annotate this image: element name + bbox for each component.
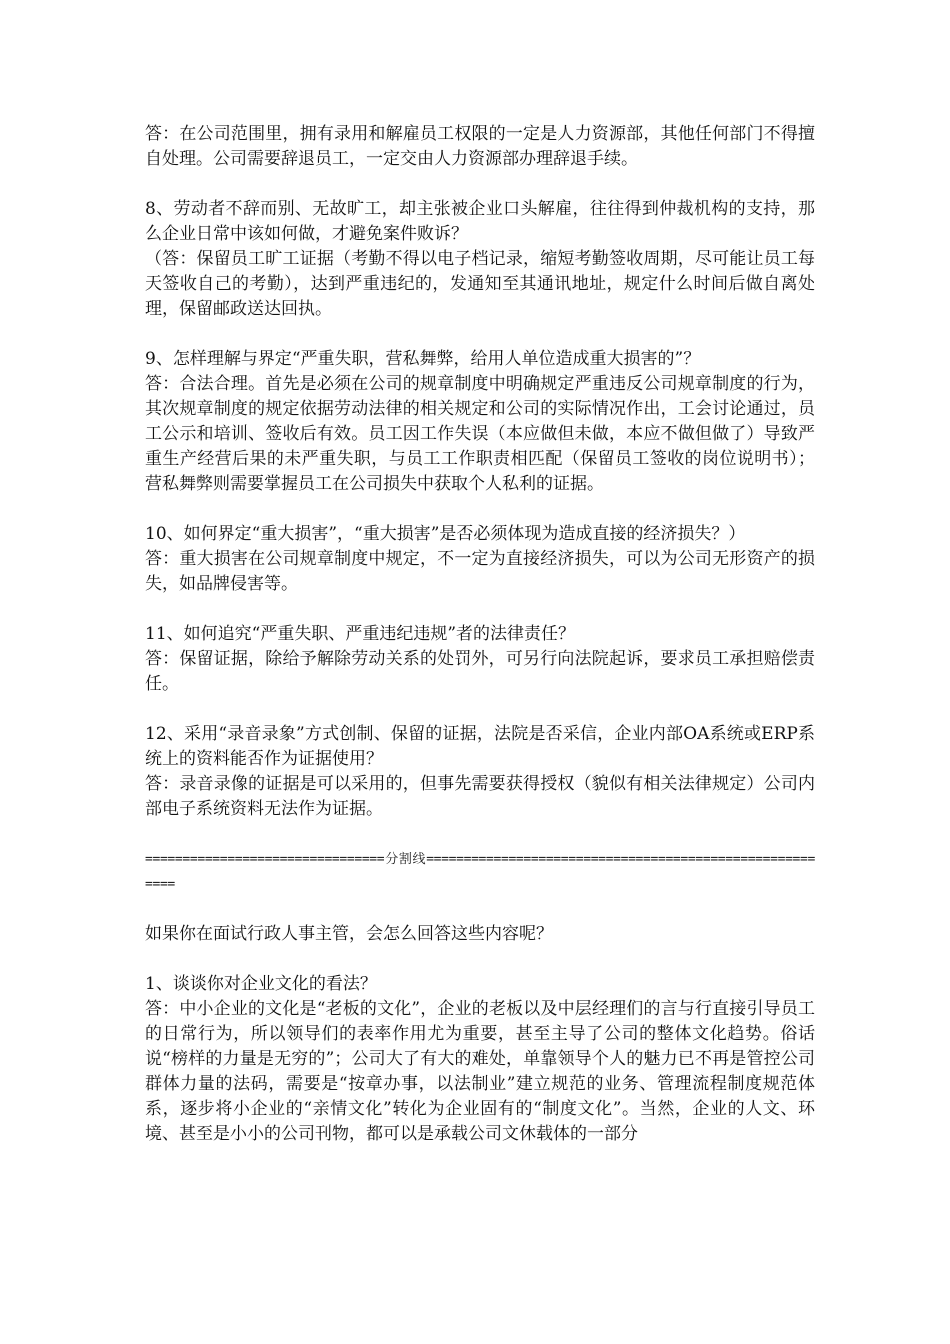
answer-12: 答：录音录像的证据是可以采用的，但事先需要获得授权（貌似有相关法律规定）公司内部电子系统资料无法作为证据。 xyxy=(145,774,815,819)
intro-answer-block xyxy=(145,122,815,172)
section-divider: ================================分割线======================================================== xyxy=(145,852,815,892)
question-12: 12、采用“录音录象”方式创制、保留的证据，法院是否采信，企业内部OA系统或ERP系统上的资料能否作为证据使用？ xyxy=(145,724,815,769)
question-9-block xyxy=(145,347,815,497)
question-8-block xyxy=(145,197,815,322)
answer-11: 答：保留证据，除给予解除劳动关系的处罚外，可另行向法院起诉，要求员工承担赔偿责任。 xyxy=(145,649,815,694)
section-2-answer-1: 答：中小企业的文化是“老板的文化”，企业的老板以及中层经理们的言与行直接引导员工的日常行为，所以领导们的表率作用尤为重要，甚至主导了公司的整体文化趋势。俗话说“榜样的力量是无穷的”；公司大了有大的难处，单靠领导个人的魅力已不再是管控公司群体力量的法码，需要是“按章办事，以法制业”建立规范的业务、管理流程制度规范体系，逐步将小企业的“亲情文化”转化为企业固有的“制度文化”。当然，企业的人文、环境、甚至是小小的公司刊物，都可以是承载公司文休载体的一部分 xyxy=(145,999,815,1144)
section-2-question-1-block xyxy=(145,972,815,1147)
section-2-intro: 如果你在面试行政人事主管，会怎么回答这些内容呢？ xyxy=(145,924,553,944)
question-11-block xyxy=(145,622,815,697)
question-9: 9、怎样理解与界定“严重失职，营私舞弊，给用人单位造成重大损害的”？ xyxy=(145,349,701,369)
answer-8: （答：保留员工旷工证据（考勤不得以电子档记录，缩短考勤签收周期，尽可能让员工每天签收自己的考勤），达到严重违纪的，发通知至其通讯地址，规定什么时间后做自离处理，保留邮政送达回执。 xyxy=(145,249,815,319)
document-page xyxy=(145,122,815,1172)
section-2-intro-block xyxy=(145,922,815,947)
answer-10: 答：重大损害在公司规章制度中规定，不一定为直接经济损失，可以为公司无形资产的损失，如品牌侵害等。 xyxy=(145,549,815,594)
question-10: 10、如何界定“重大损害”，“重大损害”是否必须体现为造成直接的经济损失？） xyxy=(145,524,746,544)
divider-block xyxy=(145,847,815,897)
question-8: 8、劳动者不辞而别、无故旷工，却主张被企业口头解雇，往往得到仲裁机构的支持，那么企业日常中该如何做，才避免案件败诉？ xyxy=(145,199,815,244)
question-10-block xyxy=(145,522,815,597)
answer-9: 答：合法合理。首先是必须在公司的规章制度中明确规定严重违反公司规章制度的行为，其次规章制度的规定依据劳动法律的相关规定和公司的实际情况作出，工会讨论通过，员工公示和培训、签收后有效。员工因工作失误（本应做但未做，本应不做但做了）导致严重生产经营后果的未严重失职，与员工工作职责相匹配（保留员工签收的岗位说明书）；营私舞弊则需要掌握员工在公司损失中获取个人私利的证据。 xyxy=(145,374,815,494)
intro-answer: 答：在公司范围里，拥有录用和解雇员工权限的一定是人力资源部，其他任何部门不得擅自处理。公司需要辞退员工，一定交由人力资源部办理辞退手续。 xyxy=(145,124,815,169)
question-11: 11、如何追究“严重失职、严重违纪违规”者的法律责任？ xyxy=(145,624,576,644)
question-12-block xyxy=(145,722,815,822)
section-2-question-1: 1、谈谈你对企业文化的看法？ xyxy=(145,974,377,994)
